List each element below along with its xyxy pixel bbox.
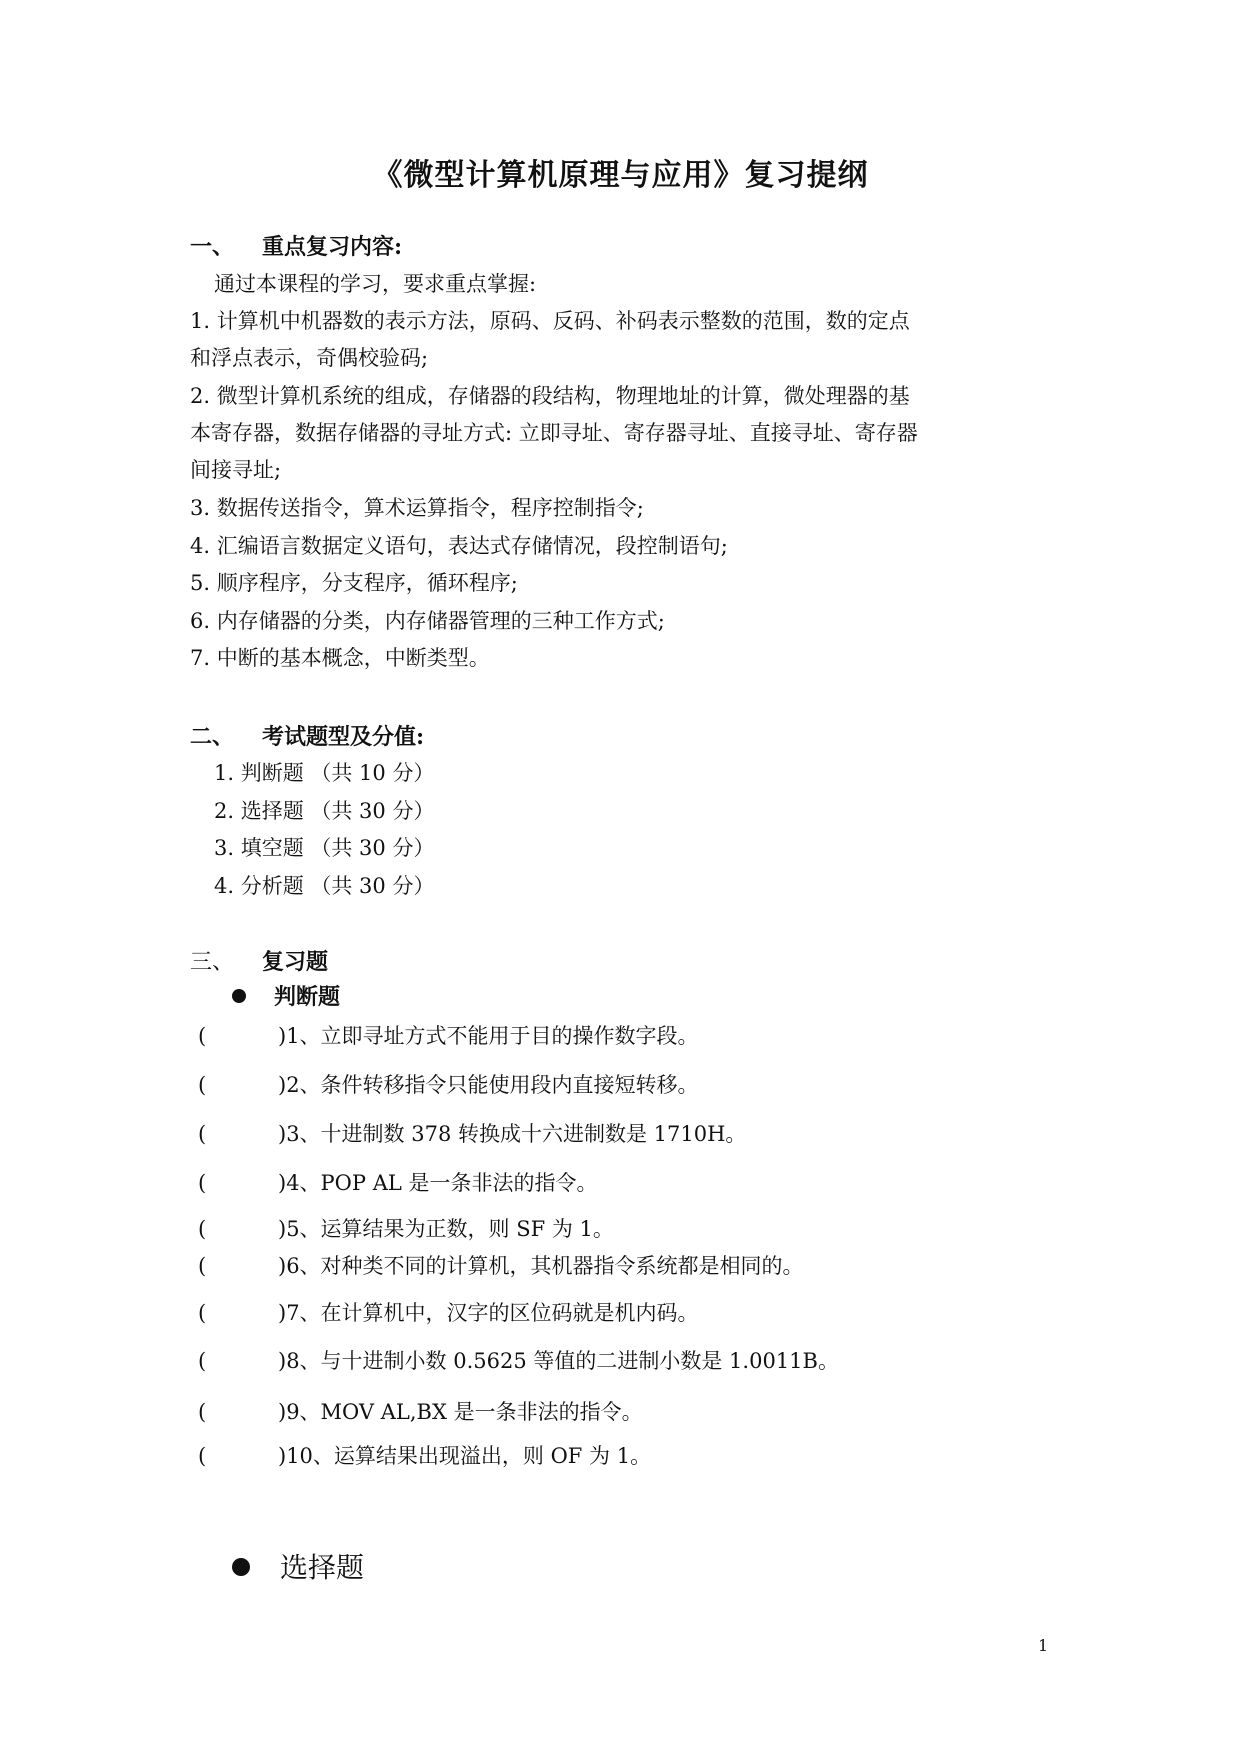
item-5: 5. 顺序程序，分支程序，循环程序; bbox=[190, 571, 518, 595]
choice-subheading-label: 选择题 bbox=[280, 1551, 365, 1584]
answer-blank: ( bbox=[198, 1171, 207, 1195]
judge-item-5 bbox=[198, 1213, 614, 1243]
bullet-icon bbox=[232, 989, 246, 1003]
item-2-line-1: 2. 微型计算机系统的组成，存储器的段结构，物理地址的计算，微处理器的基 bbox=[190, 384, 910, 408]
answer-blank: ( bbox=[198, 1217, 207, 1241]
judge-item-3 bbox=[198, 1118, 746, 1148]
judge-subheading-label: 判断题 bbox=[274, 984, 341, 1010]
judge-item-text: )3、十进制数 378 转换成十六进制数是 1710H。 bbox=[278, 1122, 747, 1146]
exam-type-1: 1. 判断题 （共 10 分） bbox=[214, 761, 435, 785]
item-4: 4. 汇编语言数据定义语句，表达式存储情况，段控制语句; bbox=[190, 534, 728, 558]
section-1-number: 一、 bbox=[190, 234, 235, 260]
answer-blank: ( bbox=[198, 1400, 207, 1424]
item-2-line-3: 间接寻址; bbox=[190, 458, 282, 482]
section-3-title: 复习题 bbox=[262, 949, 329, 975]
section-2-heading bbox=[190, 720, 424, 751]
item-2-line-2: 本寄存器，数据存储器的寻址方式: 立即寻址、寄存器寻址、直接寻址、寄存器 bbox=[190, 421, 918, 445]
section-2-number: 二、 bbox=[190, 724, 235, 750]
section-1-intro: 通过本课程的学习，要求重点掌握: bbox=[214, 272, 537, 296]
judge-item-8 bbox=[198, 1345, 839, 1375]
judge-item-10 bbox=[198, 1440, 651, 1470]
section-2-title: 考试题型及分值: bbox=[262, 724, 425, 750]
judge-item-4 bbox=[198, 1167, 598, 1197]
judge-item-text: )6、对种类不同的计算机，其机器指令系统都是相同的。 bbox=[278, 1254, 804, 1278]
judge-item-text: )2、条件转移指令只能使用段内直接短转移。 bbox=[278, 1073, 699, 1097]
judge-item-6 bbox=[198, 1250, 804, 1280]
exam-type-4: 4. 分析题 （共 30 分） bbox=[214, 874, 435, 898]
judge-item-text: )9、MOV AL,BX 是一条非法的指令。 bbox=[278, 1400, 643, 1424]
section-1-title: 重点复习内容: bbox=[262, 234, 403, 260]
item-3: 3. 数据传送指令，算术运算指令，程序控制指令; bbox=[190, 496, 644, 520]
judge-item-text: )10、运算结果出现溢出，则 OF 为 1。 bbox=[278, 1444, 652, 1468]
choice-subheading bbox=[232, 1546, 364, 1586]
judge-item-text: )7、在计算机中，汉字的区位码就是机内码。 bbox=[278, 1301, 699, 1325]
judge-item-7 bbox=[198, 1297, 699, 1327]
answer-blank: ( bbox=[198, 1254, 207, 1278]
answer-blank: ( bbox=[198, 1301, 207, 1325]
exam-type-3: 3. 填空题 （共 30 分） bbox=[214, 836, 435, 860]
section-1-heading bbox=[190, 230, 402, 261]
answer-blank: ( bbox=[198, 1349, 207, 1373]
answer-blank: ( bbox=[198, 1024, 207, 1048]
answer-blank: ( bbox=[198, 1122, 207, 1146]
answer-blank: ( bbox=[198, 1073, 207, 1097]
judge-item-2 bbox=[198, 1069, 699, 1099]
judge-item-1 bbox=[198, 1020, 699, 1050]
item-1-line-2: 和浮点表示，奇偶校验码; bbox=[190, 346, 429, 370]
bullet-icon bbox=[232, 1558, 250, 1576]
item-7: 7. 中断的基本概念，中断类型。 bbox=[190, 646, 490, 670]
page-number: 1 bbox=[1038, 1636, 1049, 1655]
section-3-heading bbox=[190, 945, 328, 976]
item-6: 6. 内存储器的分类，内存储器管理的三种工作方式; bbox=[190, 609, 665, 633]
judge-item-text: )1、立即寻址方式不能用于目的操作数字段。 bbox=[278, 1024, 699, 1048]
document-title: 《微型计算机原理与应用》复习提纲 bbox=[372, 158, 869, 193]
judge-item-text: )4、POP AL 是一条非法的指令。 bbox=[278, 1171, 598, 1195]
exam-type-2: 2. 选择题 （共 30 分） bbox=[214, 799, 435, 823]
judge-item-text: )5、运算结果为正数，则 SF 为 1。 bbox=[278, 1217, 614, 1241]
judge-item-9 bbox=[198, 1396, 643, 1426]
judge-item-text: )8、与十进制小数 0.5625 等值的二进制小数是 1.0011B。 bbox=[278, 1349, 839, 1373]
judge-subheading bbox=[232, 980, 340, 1011]
section-3-number: 三、 bbox=[190, 950, 235, 975]
answer-blank: ( bbox=[198, 1444, 207, 1468]
item-1-line-1: 1. 计算机中机器数的表示方法，原码、反码、补码表示整数的范围，数的定点 bbox=[190, 309, 910, 333]
